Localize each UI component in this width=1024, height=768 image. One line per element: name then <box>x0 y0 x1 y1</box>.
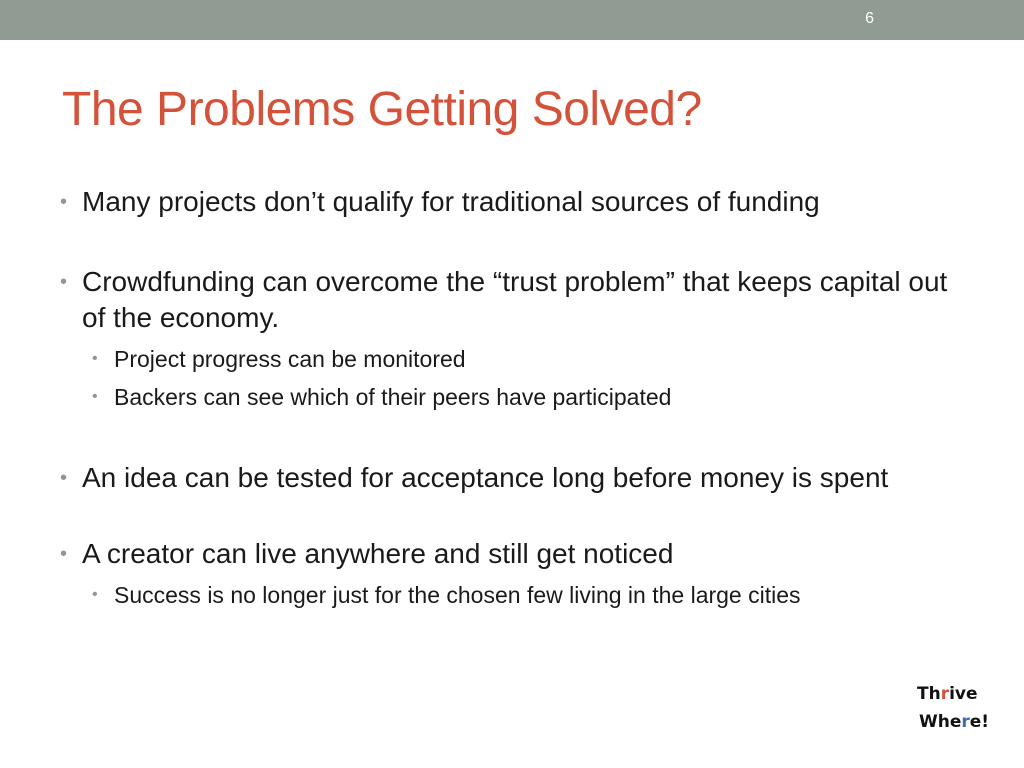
bullet-text: Many projects don’t qualify for traditional sources of funding <box>82 186 820 217</box>
sub-bullet-text: Project progress can be monitored <box>114 346 466 372</box>
bullet-icon: • <box>92 350 98 367</box>
bullet-text: An idea can be tested for acceptance long before money is spent <box>82 462 889 493</box>
top-bar <box>0 0 1024 40</box>
bullet-item <box>60 460 960 496</box>
sub-bullet-item <box>82 576 960 614</box>
slide-body <box>60 184 960 614</box>
bullet-icon: • <box>60 191 68 213</box>
thrive-where-logo <box>917 680 989 736</box>
bullet-icon: • <box>60 467 68 489</box>
logo-line-1: Thrive <box>917 684 978 704</box>
sub-bullet-item <box>82 378 960 416</box>
bullet-icon: • <box>60 543 68 565</box>
bullet-icon: • <box>92 388 98 405</box>
logo-line-2: Where! <box>919 712 990 732</box>
sub-bullet-item <box>82 340 960 378</box>
bullet-item <box>60 264 960 336</box>
sub-bullet-text: Success is no longer just for the chosen few living in the large cities <box>114 582 801 608</box>
bullet-item <box>60 536 960 572</box>
bullet-icon: • <box>92 586 98 603</box>
bullet-text: A creator can live anywhere and still get noticed <box>82 538 674 569</box>
bullet-text: Crowdfunding can overcome the “trust problem” that keeps capital out of the economy. <box>82 266 948 333</box>
slide-title: The Problems Getting Solved? <box>62 83 702 136</box>
sub-bullet-list <box>60 340 960 416</box>
bullet-item <box>60 184 960 220</box>
bullet-icon: • <box>60 271 68 293</box>
sub-bullet-list <box>60 576 960 614</box>
slide-number: 6 <box>865 10 874 27</box>
sub-bullet-text: Backers can see which of their peers have participated <box>114 384 672 410</box>
